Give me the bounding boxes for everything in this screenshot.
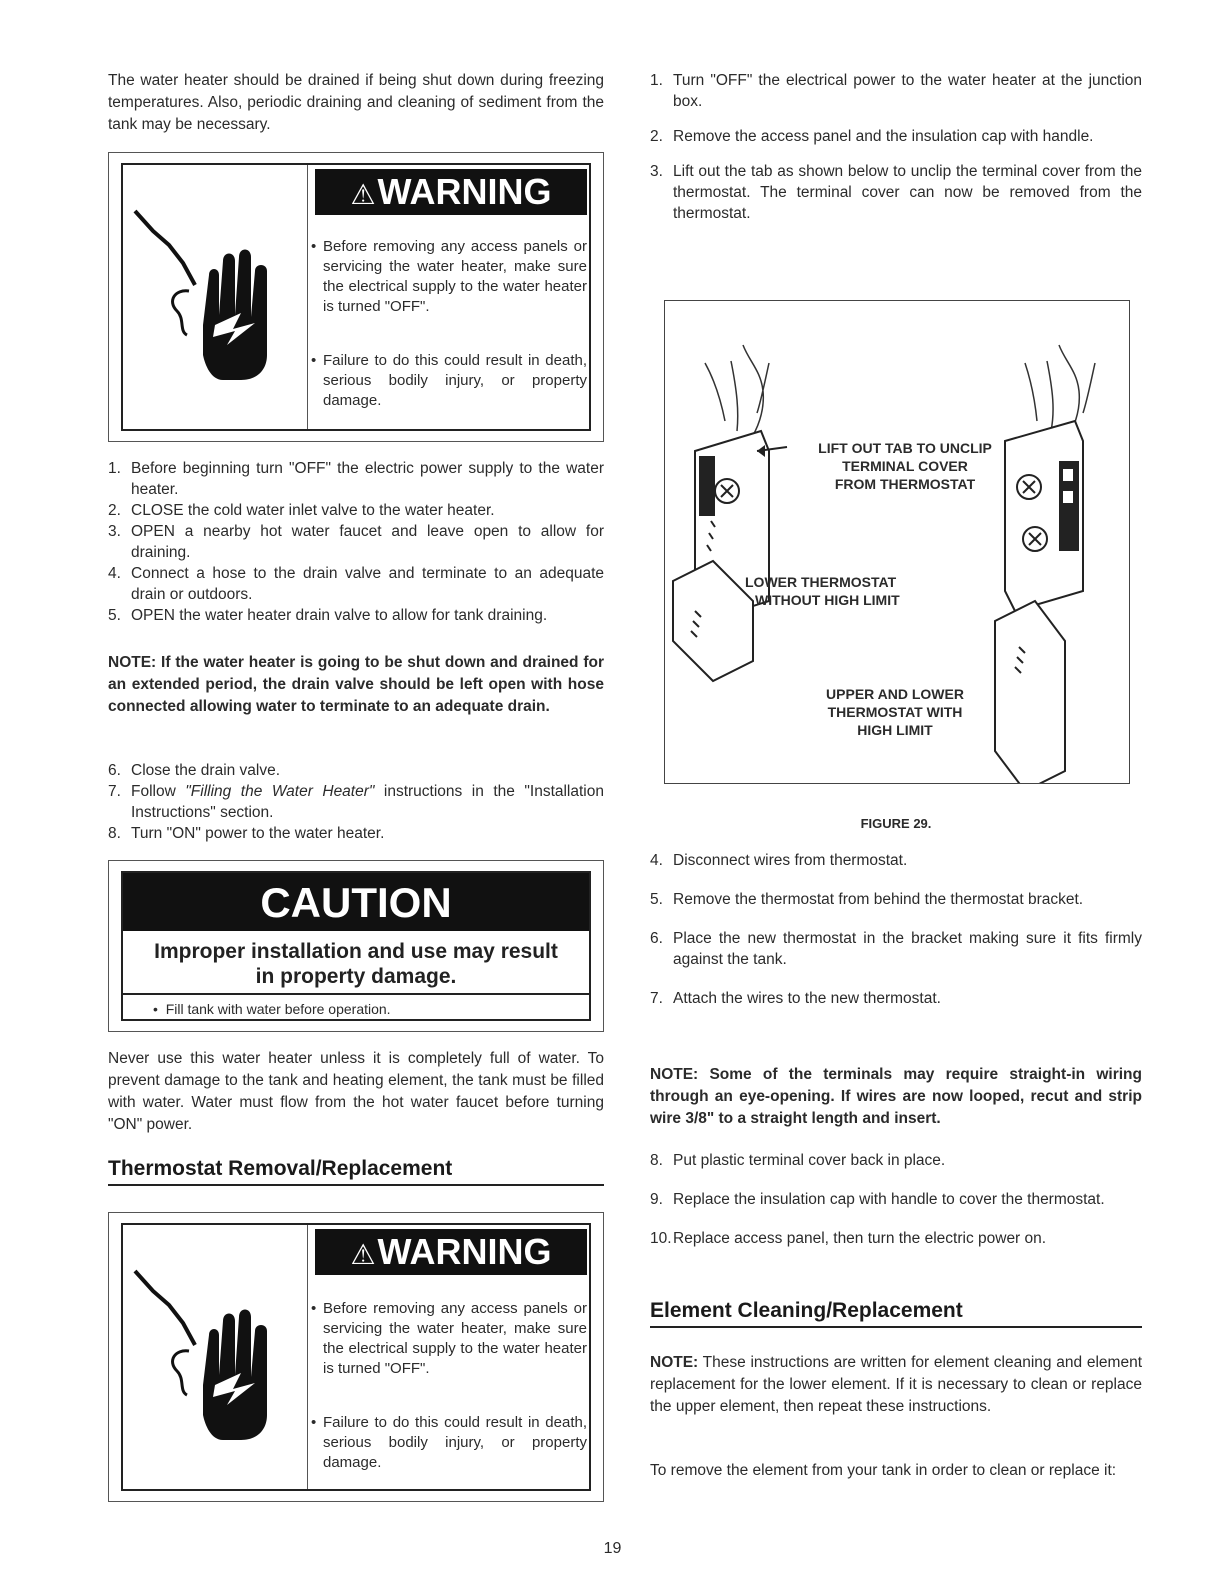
element-note: NOTE: These instructions are written for element cleaning and element replacement for the lower element. If it is necessary to clean or replace the upper element, then repeat these instructions.: [650, 1354, 1142, 1415]
list-item-text: CLOSE the cold water inlet valve to the water heater.: [131, 502, 495, 519]
drain-steps-list-b: [108, 760, 604, 844]
element-remove-paragraph: To remove the element from your tank in order to clean or replace it:: [650, 1462, 1117, 1479]
list-item: [650, 126, 1142, 147]
list-item: [108, 500, 604, 521]
list-item: [108, 458, 604, 500]
list-item: [650, 850, 1142, 871]
list-item-text-continued: instructions in the "Installation Instructions" section.: [131, 783, 604, 821]
list-item-number: 2.: [650, 128, 663, 145]
list-item-text: Attach the wires to the new thermostat.: [673, 990, 941, 1007]
list-item-number: 6.: [650, 930, 663, 947]
list-item-emphasis: "Filling the Water Heater": [185, 783, 375, 800]
caution-frame: [121, 871, 591, 1021]
list-item-number: 7.: [108, 783, 121, 800]
drain-steps-list: [108, 458, 604, 626]
warning-banner: ⚠WARNING: [315, 1229, 587, 1275]
list-item: [108, 605, 604, 626]
list-item: [108, 563, 604, 605]
caution-box: [108, 860, 604, 1032]
list-item: [650, 1189, 1142, 1210]
electric-shock-hand-icon: [129, 1265, 299, 1445]
warning-banner: ⚠WARNING: [315, 169, 587, 215]
warning-bullet-2: • Failure to do this could result in death, serious bodily injury, or property damage.: [311, 352, 587, 409]
list-item-number: 2.: [108, 502, 121, 519]
list-item-text: OPEN a nearby hot water faucet and leave open to allow for draining.: [131, 523, 604, 561]
list-item-number: 8.: [108, 825, 121, 842]
list-item-text: Connect a hose to the drain valve and terminate to an adequate drain or outdoors.: [131, 565, 604, 603]
list-item-number: 9.: [650, 1191, 663, 1208]
thermostat-note: NOTE: Some of the terminals may require straight-in wiring through an eye-opening. If wires are now looped, recut and strip wire 3/8" to a straight length and insert.: [650, 1066, 1142, 1127]
list-item-number: 5.: [650, 891, 663, 908]
list-item-number: 4.: [108, 565, 121, 582]
warning-bullet-2: • Failure to do this could result in death, serious bodily injury, or property damage.: [311, 1414, 587, 1471]
list-item-number: 7.: [650, 990, 663, 1007]
list-item-text: Follow: [131, 783, 186, 800]
thermostat-steps-list-c: [650, 1150, 1142, 1249]
list-item: [108, 823, 604, 844]
electric-shock-hand-icon: [129, 205, 299, 385]
warning-frame: [121, 163, 591, 431]
list-item: [108, 760, 604, 781]
list-item: [108, 521, 604, 563]
intro-paragraph: The water heater should be drained if being shut down during freezing temperatures. Also, periodic draining and cleaning of sediment from the tank may be necessary.: [108, 72, 604, 133]
list-item-text: Turn "ON" power to the water heater.: [131, 825, 385, 842]
element-section-heading: Element Cleaning/Replacement: [650, 1298, 1142, 1328]
list-item-number: 1.: [108, 460, 121, 477]
list-item-number: 1.: [650, 72, 663, 89]
list-item-number: 10.: [650, 1230, 672, 1247]
warning-bullet-1: • Before removing any access panels or servicing the water heater, make sure the electrical supply to the water heater is turned "OFF".: [311, 238, 587, 315]
thermostat-steps-list-a: [650, 70, 1142, 224]
list-item-text: Put plastic terminal cover back in place.: [673, 1152, 946, 1169]
caution-bullet: • Fill tank with water before operation.: [153, 1001, 391, 1017]
list-item-number: 6.: [108, 762, 121, 779]
never-use-paragraph: Never use this water heater unless it is completely full of water. To prevent damage to the tank and heating element, the tank must be filled with water. Water must flow from the hot water faucet before turning "ON" power.: [108, 1050, 604, 1133]
list-item: [650, 1150, 1142, 1171]
thermostat-steps-list-b: [650, 850, 1142, 1009]
list-item-text: Replace access panel, then turn the electric power on.: [673, 1230, 1047, 1247]
list-item-text: Lift out the tab as shown below to unclip the terminal cover from the thermostat. The terminal cover can now be removed from the thermostat.: [673, 163, 1142, 222]
list-item-text: Before beginning turn "OFF" the electric power supply to the water heater.: [131, 460, 604, 498]
list-item-number: 4.: [650, 852, 663, 869]
drain-note: NOTE: If the water heater is going to be shut down and drained for an extended period, the drain valve should be left open with hose connected allowing water to terminate to an adequate drain.: [108, 654, 604, 715]
list-item: [650, 988, 1142, 1009]
list-item-number: 8.: [650, 1152, 663, 1169]
list-item-number: 3.: [650, 163, 663, 180]
label-lift-out-tab: LIFT OUT TAB TO UNCLIP TERMINAL COVER FROM THERMOSTAT: [818, 440, 992, 492]
list-item-number: 3.: [108, 523, 121, 540]
list-item-text: Disconnect wires from thermostat.: [673, 852, 908, 869]
list-item-text: OPEN the water heater drain valve to allow for tank draining.: [131, 607, 548, 624]
warning-box-2: [108, 1212, 604, 1502]
caution-banner: CAUTION: [123, 873, 589, 931]
label-upper-and-lower: UPPER AND LOWER THERMOSTAT WITH HIGH LIMIT: [826, 686, 964, 738]
warning-frame-2: [121, 1223, 591, 1491]
list-item-number: 5.: [108, 607, 121, 624]
list-item: [650, 70, 1142, 112]
list-item-text: Close the drain valve.: [131, 762, 281, 779]
list-item: [650, 161, 1142, 224]
list-item-text: Turn "OFF" the electrical power to the water heater at the junction box.: [673, 72, 1142, 110]
figure-caption: FIGURE 29.: [860, 816, 932, 831]
figure-29: [664, 300, 1130, 784]
label-lower-thermostat: LOWER THERMOSTAT WITHOUT HIGH LIMIT: [745, 574, 900, 608]
list-item: [650, 1228, 1142, 1249]
list-item: [650, 889, 1142, 910]
warning-bullet-1: • Before removing any access panels or servicing the water heater, make sure the electrical supply to the water heater is turned "OFF".: [311, 1300, 587, 1377]
list-item-text: Remove the access panel and the insulation cap with handle.: [673, 128, 1094, 145]
list-item-text: Replace the insulation cap with handle to cover the thermostat.: [673, 1191, 1105, 1208]
list-item-text: Place the new thermostat in the bracket making sure it fits firmly against the tank.: [673, 930, 1142, 968]
list-item-text: Remove the thermostat from behind the thermostat bracket.: [673, 891, 1084, 908]
thermostat-section-heading: Thermostat Removal/Replacement: [108, 1156, 604, 1186]
warning-box: [108, 152, 604, 442]
list-item: [650, 928, 1142, 970]
caution-heading: Improper installation and use may result in property damage.: [154, 940, 558, 988]
list-item: [108, 781, 604, 823]
page-number: 19: [603, 1540, 622, 1557]
